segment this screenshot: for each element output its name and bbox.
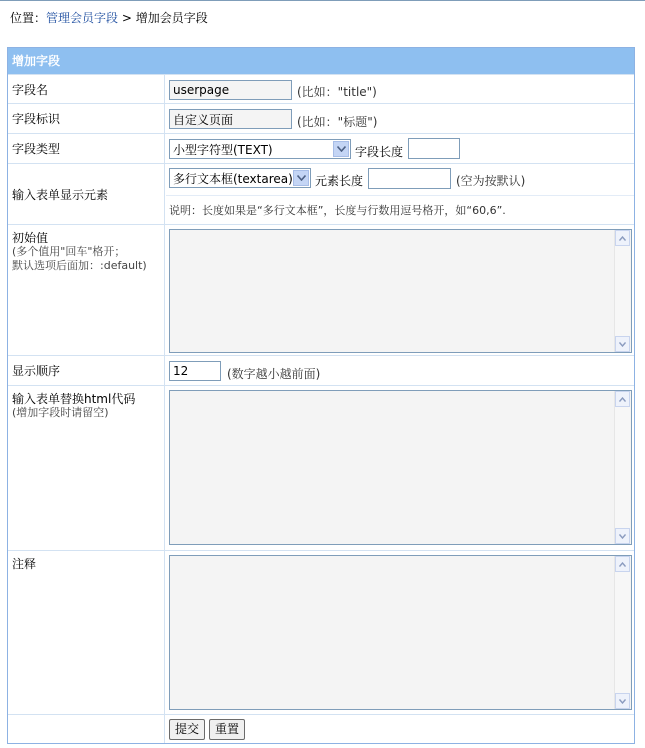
reset-button[interactable]: 重置 [209,719,245,740]
form-element-select[interactable] [169,168,311,188]
element-length-label: 元素长度 [315,174,364,188]
add-field-form [7,47,635,744]
row-field-title [8,103,634,133]
form-element-selected: 多行文本框(textarea) [173,171,293,186]
field-title-hint: (比如："标题") [297,115,378,129]
row-field-type [8,133,634,163]
row-comment [8,550,634,714]
field-type-select[interactable] [169,139,351,159]
initial-value-note-2: 默认选项后面加：:default) [12,259,147,272]
breadcrumb-current: 增加会员字段 [135,11,208,25]
row-initial-value [8,224,634,355]
display-order-label: 显示顺序 [8,356,165,385]
comment-label: 注释 [12,557,37,571]
comment-textarea[interactable] [169,555,632,710]
scroll-up-icon[interactable] [615,391,630,407]
replace-html-label: 输入表单替换html代码 [12,392,136,406]
form-header: 增加字段 [8,48,634,74]
scroll-up-icon[interactable] [615,230,630,246]
display-order-input[interactable] [169,361,221,381]
form-element-label: 输入表单显示元素 [8,164,165,224]
initial-value-textarea[interactable] [169,229,632,353]
scroll-down-icon[interactable] [615,528,630,544]
scroll-down-icon[interactable] [615,693,630,709]
top-divider [0,0,645,1]
breadcrumb-link-manage-fields[interactable]: 管理会员字段 [46,11,119,25]
chevron-down-icon[interactable] [293,170,309,186]
replace-html-note: (增加字段时请留空) [12,406,109,419]
chevron-down-icon[interactable] [333,141,349,157]
row-display-order [8,355,634,385]
field-type-label: 字段类型 [8,134,165,163]
field-name-hint: (比如："title") [297,85,377,99]
initial-value-label: 初始值 [12,231,49,245]
breadcrumb [10,9,208,26]
breadcrumb-prefix: 位置： [10,11,47,25]
field-name-input[interactable] [169,80,292,100]
replace-html-textarea[interactable] [169,390,632,545]
initial-value-note-1: (多个值用"回车"格开； [12,245,126,258]
field-title-input[interactable] [169,109,292,129]
row-form-element [8,163,634,224]
comment-scrollbar[interactable] [614,556,630,709]
field-title-label: 字段标识 [8,104,165,133]
initial-value-scrollbar[interactable] [614,230,630,352]
display-order-hint: (数字越小越前面) [227,367,321,381]
element-length-input[interactable] [368,168,451,189]
row-field-name [8,74,634,103]
replace-html-scrollbar[interactable] [614,391,630,544]
field-type-selected: 小型字符型(TEXT) [173,142,273,157]
scroll-up-icon[interactable] [615,556,630,572]
element-length-hint: (空为按默认) [456,174,526,188]
field-length-input[interactable] [408,138,460,159]
submit-button[interactable]: 提交 [169,719,205,740]
field-name-label: 字段名 [8,75,165,103]
scroll-down-icon[interactable] [615,336,630,352]
row-replace-html [8,385,634,550]
element-note-divider [166,195,634,196]
row-actions [8,714,634,743]
actions-label-cell [8,715,165,743]
field-length-label: 字段长度 [355,145,404,159]
element-note: 说明：长度如果是“多行文本框”，长度与行数用逗号格开，如“60,6”. [169,204,506,217]
breadcrumb-separator: > [118,11,136,25]
